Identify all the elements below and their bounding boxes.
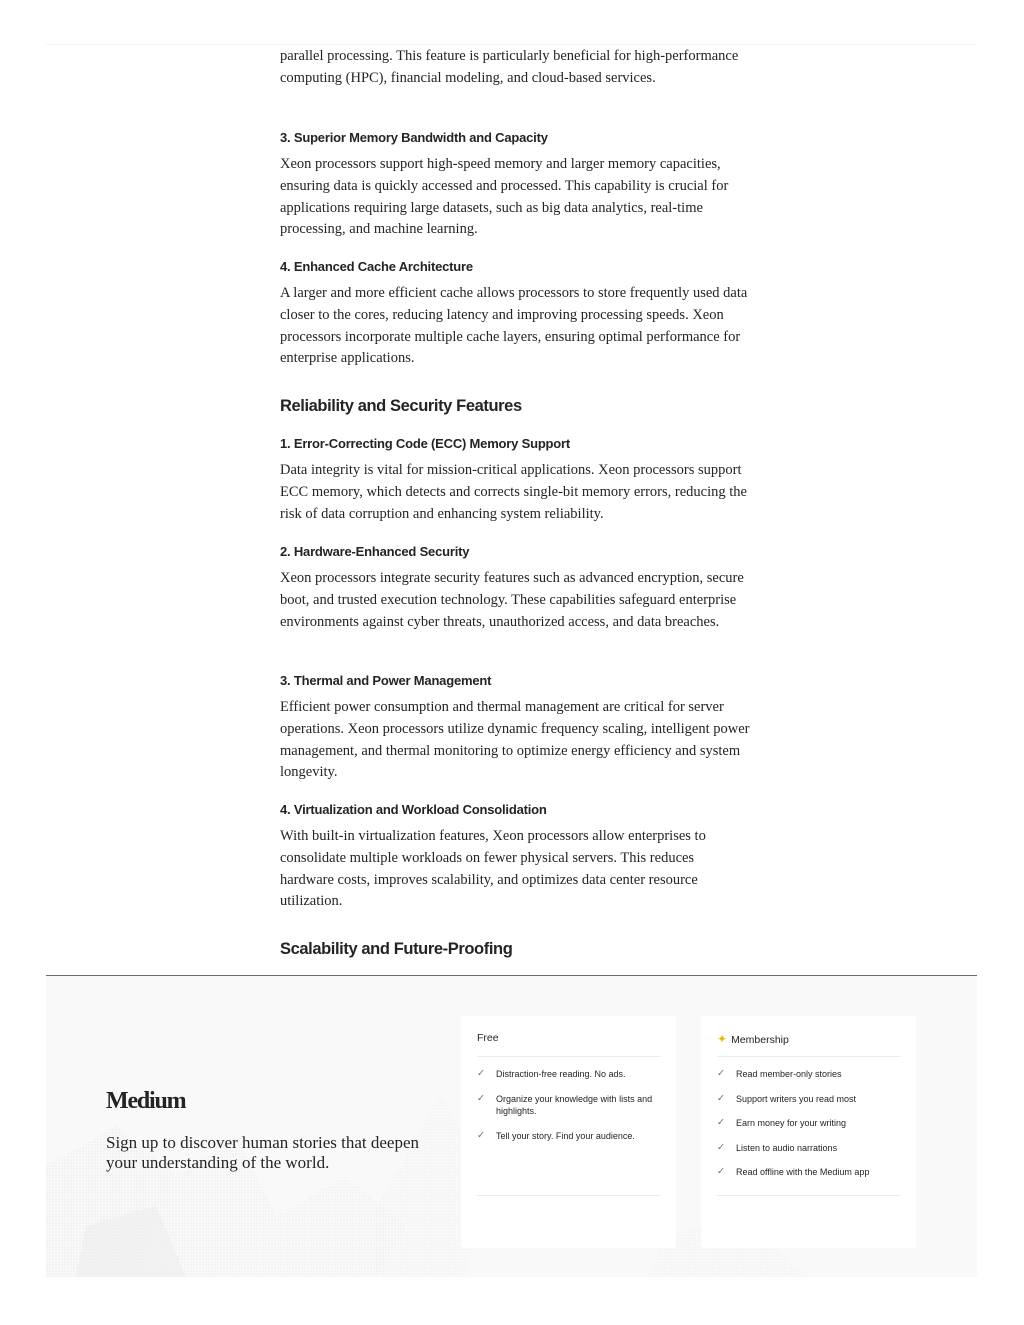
paragraph: With built-in virtualization features, Xeon processors allow enterprises to consolidate multiple workloads on fewer physical servers. This reduces hardware costs, improves scalability, and optimizes data center resource utilization. — [280, 828, 706, 910]
signup-footer — [46, 976, 977, 1277]
subheading: 3. Superior Memory Bandwidth and Capacity — [280, 130, 548, 145]
subheading: 3. Thermal and Power Management — [280, 673, 492, 688]
card-divider — [717, 1195, 900, 1196]
list-item: ✓ Read offline with the Medium app — [717, 1166, 870, 1177]
subheading: 4. Virtualization and Workload Consolidation — [280, 802, 547, 817]
list-item: ✓ Listen to audio narrations — [717, 1141, 838, 1153]
free-plan-card[interactable] — [461, 1016, 676, 1248]
paragraph: A larger and more efficient cache allows processors to store frequently used data closer to the cores, reducing latency and improving processing speeds. Xeon processors incorporate multiple cache layers, ensuring optimal performance for enterprise applications. — [280, 285, 748, 367]
checkmark-icon: ✓ — [717, 1117, 725, 1128]
membership-plan-card[interactable] — [701, 1016, 916, 1248]
subheading: 1. Error-Correcting Code (ECC) Memory Support — [280, 436, 571, 451]
reliability-item-ecc — [280, 435, 750, 525]
paragraph: Xeon processors support high-speed memory and larger memory capacities, ensuring data is quickly accessed and processed. This capability is crucial for applications requiring large datasets, such as big data analytics, real-time processing, and machine learning. — [280, 156, 729, 238]
checkmark-icon: ✓ — [477, 1092, 485, 1104]
reliability-item-security — [280, 543, 750, 633]
reliability-item-thermal — [280, 672, 750, 784]
list-item: ✓ Earn money for your writing — [717, 1117, 847, 1128]
reliability-item-virtualization — [280, 801, 750, 913]
sparkle-icon: ✦ — [717, 1032, 728, 1046]
plan-feature-list — [477, 1068, 662, 1142]
list-item: ✓ Distraction-free reading. No ads. — [477, 1068, 626, 1079]
list-item: ✓ Read member-only stories — [717, 1068, 842, 1079]
plan-title: Free — [477, 1032, 499, 1044]
intro-paragraph-tail: parallel processing. This feature is particularly beneficial for high-performance computing (HPC), financial modeling, and cloud-based services. — [280, 48, 739, 86]
card-divider — [717, 1056, 900, 1057]
paragraph: Xeon processors integrate security features such as advanced encryption, secure boot, and trusted execution technology. These capabilities safeguard enterprise environments against cyber threats, unauthorized access, and data breaches. — [280, 570, 744, 630]
plan-feature-list — [717, 1068, 902, 1179]
list-item: ✓ Support writers you read most — [717, 1092, 857, 1104]
signup-tagline: Sign up to discover human stories that deepen your understanding of the world. — [106, 1133, 420, 1172]
subheading: 4. Enhanced Cache Architecture — [280, 259, 473, 274]
checkmark-icon: ✓ — [717, 1141, 725, 1153]
checkmark-icon: ✓ — [477, 1129, 485, 1141]
list-item: ✓ Organize your knowledge with lists and highlights. — [477, 1092, 653, 1116]
checkmark-icon: ✓ — [717, 1068, 725, 1079]
section-heading-scalability: Scalability and Future-Proofing — [280, 940, 513, 958]
perf-item-memory-bandwidth — [280, 129, 750, 241]
card-divider — [477, 1195, 660, 1196]
subheading: 2. Hardware-Enhanced Security — [280, 544, 470, 559]
plan-title: ✦ Membership — [717, 1032, 789, 1046]
checkmark-icon: ✓ — [717, 1166, 725, 1177]
checkmark-icon: ✓ — [717, 1092, 725, 1104]
checkmark-icon: ✓ — [477, 1068, 485, 1079]
perf-item-cache — [280, 258, 750, 370]
section-heading-reliability: Reliability and Security Features — [280, 397, 522, 415]
medium-logo[interactable]: Medium — [106, 1088, 186, 1114]
paragraph: Data integrity is vital for mission-critical applications. Xeon processors support ECC memory, which detects and corrects single-bit memory errors, reducing the risk of data corruption and enhancing system reliability. — [280, 462, 747, 522]
list-item: ✓ Tell your story. Find your audience. — [477, 1129, 635, 1141]
card-divider — [477, 1056, 660, 1057]
paragraph: Efficient power consumption and thermal management are critical for server operations. Xeon processors utilize dynamic frequency scaling, intelligent power management, and thermal monitoring to optimize energy efficiency and system longevity. — [280, 699, 750, 781]
